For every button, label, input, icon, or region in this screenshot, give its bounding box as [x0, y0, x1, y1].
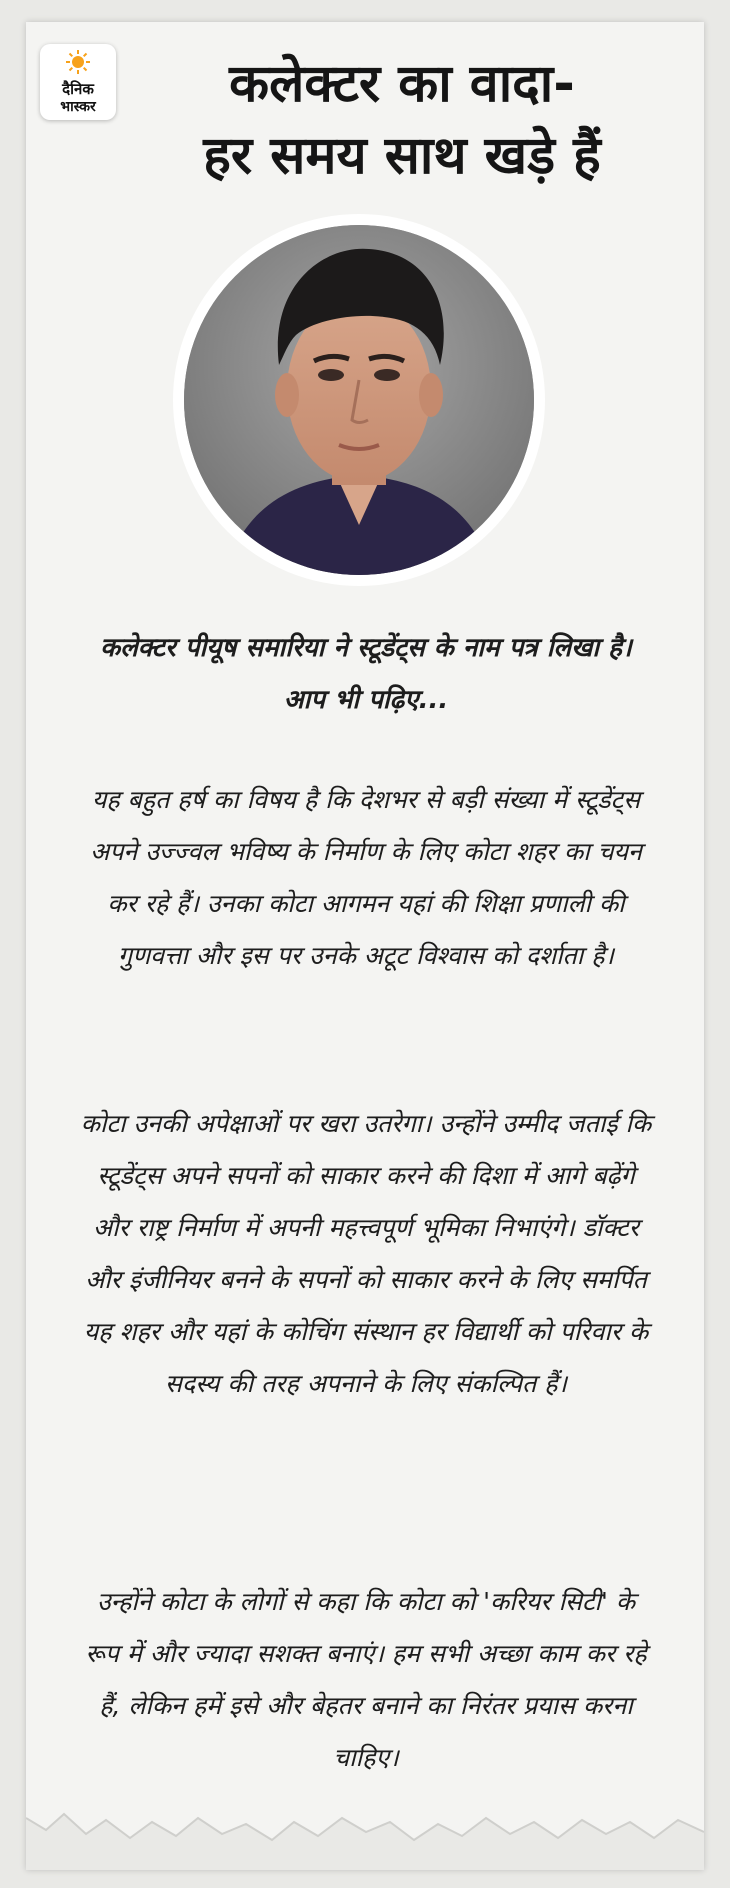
brand-logo[interactable]: [40, 44, 116, 120]
letter-paragraph-1: यह बहुत हर्ष का विषय है कि देशभर से बड़ी संख्या में स्टूडेंट्स अपने उज्ज्वल भविष्य के निर्माण के लिए कोटा शहर का चयन कर रहे हैं। उनका कोटा आगमन यहां की शिक्षा प्रणाली की गुणवत्ता और इस पर उनके अटूट विश्वास को दर्शाता है।: [90, 785, 642, 970]
torn-paper-edge: [26, 1800, 704, 1870]
intro-text: कलेक्टर पीयूष समारिया ने स्टूडेंट्स के नाम पत्र लिखा है। आप भी पढ़िए...: [100, 633, 632, 715]
logo-line1: दैनिक: [62, 80, 94, 98]
page-title: [122, 48, 682, 192]
sun-icon: [66, 50, 90, 74]
letter-paragraph-3: उन्होंने कोटा के लोगों से कहा कि कोटा को 'करियर सिटी' के रूप में और ज्यादा सशक्त बनाएं। हम सभी अच्छा काम कर रहे हैं, लेकिन हमें इसे और बेहतर बनाने का निरंतर प्रयास करना चाहिए।: [85, 1587, 647, 1772]
portrait-photo: [184, 225, 534, 575]
letter-card: [26, 22, 704, 1870]
title-line2: हर समय साथ खड़े हैं: [203, 126, 601, 186]
title-line1: कलेक्टर का वादा-: [229, 54, 575, 114]
logo-line2: भास्कर: [60, 99, 96, 115]
letter-paragraph-2: कोटा उनकी अपेक्षाओं पर खरा उतरेगा। उन्होंने उम्मीद जताई कि स्टूडेंट्स अपने सपनों को साकार करने की दिशा में आगे बढ़ेंगे और राष्ट्र निर्माण में अपनी महत्त्वपूर्ण भूमिका निभाएंगे। डॉक्टर और इंजीनियर बनने के सपनों को साकार करने के लिए समर्पित यह शहर और यहां के कोचिंग संस्थान हर विद्यार्थी को परिवार के सदस्य की तरह अपनाने के लिए संकल्पित हैं।: [80, 1109, 652, 1398]
